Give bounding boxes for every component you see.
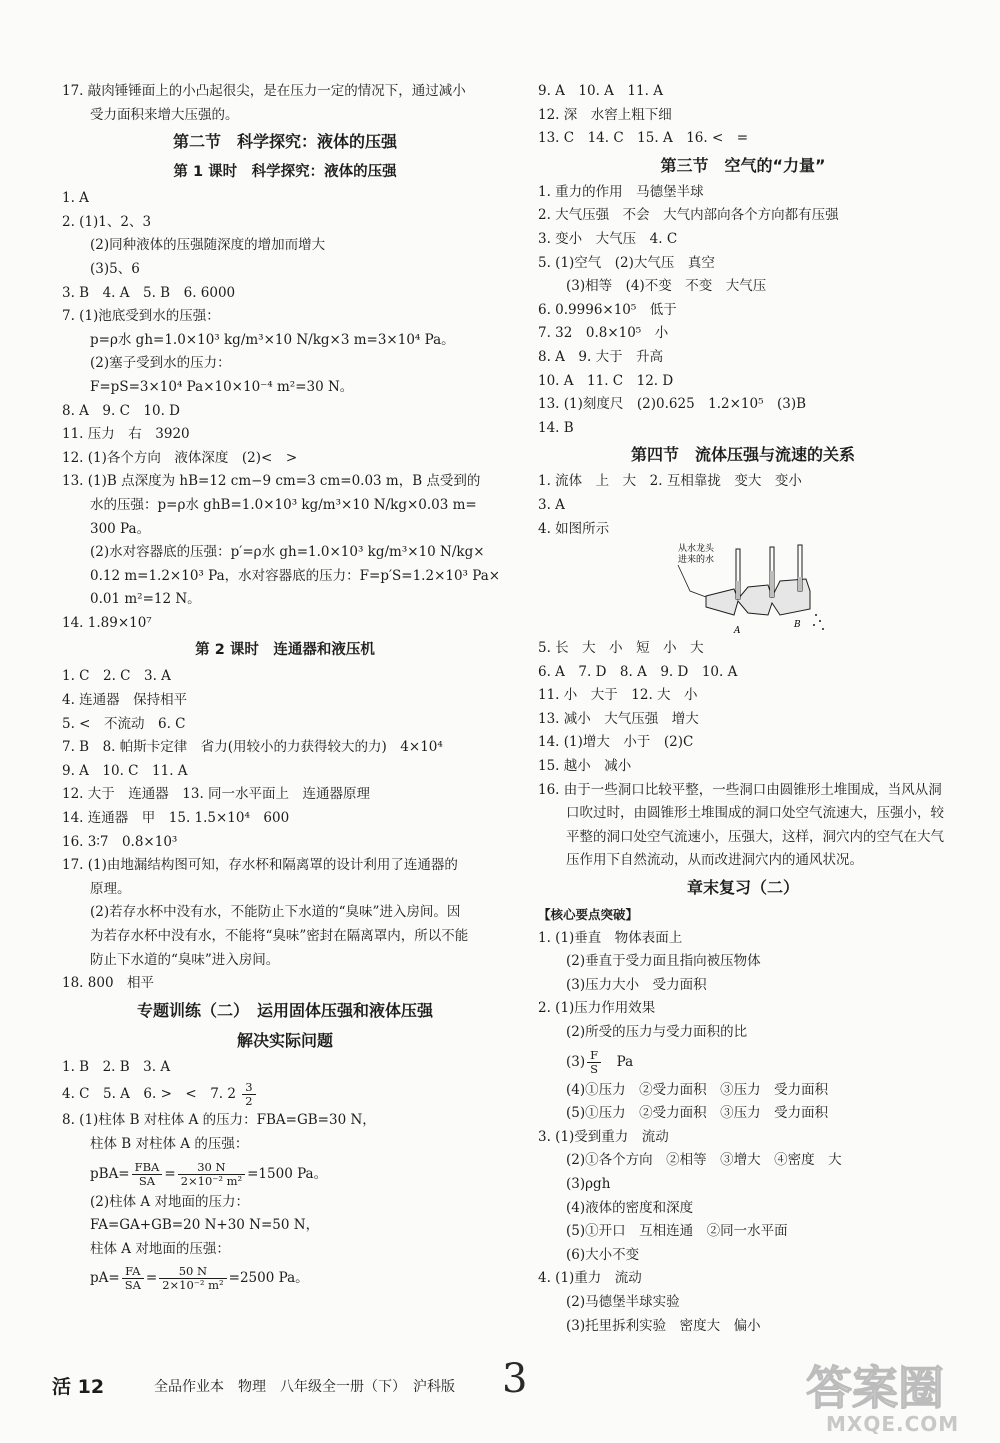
answer-line: 14. 1.89×10⁷ — [62, 614, 152, 631]
formula-text: pA= — [90, 1270, 120, 1287]
answer-line: (3)托里拆利实验 密度大 偏小 — [566, 1317, 761, 1334]
answer-line: 0.12 m=1.2×10³ Pa，水对容器底的压力：F=p′S=1.2×10³ Pa× — [90, 567, 501, 584]
answer-line: 9. A 10. A 11. A — [538, 83, 663, 99]
answer-line: 1. 重力的作用 马德堡半球 — [538, 183, 704, 200]
answer-line: 10. A 11. C 12. D — [538, 372, 674, 389]
fraction — [242, 1081, 255, 1108]
answer-line: (2)①各个方向 ②相等 ③增大 ④密度 大 — [566, 1152, 842, 1169]
formula-text: =1500 Pa。 — [247, 1165, 328, 1182]
answer-line: 13. 减小 大气压强 增大 — [538, 710, 699, 727]
figure-label: 进来的水 — [678, 555, 715, 566]
watermark-text: 答案圈 — [806, 1361, 944, 1415]
answer-line: (2)水对容器底的压强：p′=ρ水 gh=1.0×10³ kg/m³×10 N/kg× — [90, 544, 485, 561]
fraction-denominator: SA — [138, 1173, 156, 1188]
fraction-numerator: F — [587, 1049, 601, 1063]
fraction — [159, 1265, 226, 1292]
answer-line: 0.01 m²=12 N。 — [90, 591, 201, 608]
answer-line: 柱体 B 对柱体 A 的压强： — [90, 1135, 249, 1152]
answer-line: 14. (1)增大 小于 (2)C — [538, 734, 694, 751]
formula-text: pBA= — [90, 1165, 130, 1182]
answer-line: 1. B 2. B 3. A — [62, 1058, 171, 1075]
answer-line: 4. (1)重力 流动 — [538, 1270, 642, 1287]
section-heading: 第三节 空气的“力量” — [660, 155, 826, 175]
answer-line: 5. 长 大 小 短 小 大 — [538, 640, 704, 657]
answer-line: 7. (1)池底受到水的压强： — [62, 308, 220, 325]
answer-line: p=ρ水 gh=1.0×10³ kg/m³×10 N/kg×3 m=3×10⁴ Pa。 — [90, 331, 455, 348]
page-number: 活 12 — [52, 1376, 105, 1398]
answer-line: 5. (1)空气 (2)大气压 真空 — [538, 254, 715, 271]
answer-line: 3. A — [538, 496, 565, 513]
point-label-a: A — [734, 626, 741, 636]
water-drop — [813, 624, 815, 626]
answer-line: (4)液体的密度和深度 — [566, 1199, 694, 1216]
fraction-denominator: 2×10⁻² m² — [180, 1173, 243, 1188]
fraction — [587, 1049, 601, 1076]
answer-line: (5)①开口 互相连通 ②同一水平面 — [566, 1223, 788, 1240]
answer-line: 1. 流体 上 大 2. 互相靠拢 变大 变小 — [538, 473, 802, 490]
fraction-denominator: SA — [124, 1278, 141, 1293]
answer-line: 2. (1)1、2、3 — [62, 213, 152, 230]
answer-line: 7. B 8. 帕斯卡定律 省力(用较小的力获得较大的力) 4×10⁴ — [62, 739, 443, 756]
fraction-denominator: 2×10⁻² m² — [162, 1278, 224, 1293]
answer-line: (2)同种液体的压强随深度的增加而增大 — [90, 237, 326, 254]
fraction-numerator: 50 N — [159, 1265, 226, 1279]
answer-line: 12. (1)各个方向 液体深度 (2)< > — [62, 449, 298, 466]
fraction — [132, 1161, 163, 1188]
water-level-right — [798, 577, 802, 591]
lesson-heading: 第 1 课时 科学探究：液体的压强 — [173, 164, 397, 181]
answer-line: 1. C 2. C 3. A — [62, 668, 171, 685]
subsection-label: 【核心要点突破】 — [538, 907, 639, 923]
answer-line: (2)柱体 A 对地面的压力： — [90, 1193, 249, 1210]
formula-text: = — [164, 1165, 176, 1182]
answer-line: 水的压强：p=ρ水 ghB=1.0×10³ kg/m³×10 N/kg×0.03 m= — [90, 496, 477, 513]
section-heading: 第四节 流体压强与流速的关系 — [630, 445, 855, 465]
fraction — [178, 1161, 245, 1188]
section-heading: 章末复习（二） — [686, 878, 799, 898]
fraction-numerator: FBA — [132, 1161, 163, 1175]
answer-line: (5)①压力 ②受力面积 ③压力 受力面积 — [566, 1105, 829, 1122]
answer-line: 3. B 4. A 5. B 6. 6000 — [62, 284, 236, 301]
label-leader-line — [678, 565, 706, 597]
fraction-denominator: 2 — [245, 1094, 253, 1109]
answer-line: 11. 小 大于 12. 大 小 — [538, 687, 698, 704]
answer-line: (2)马德堡半球实验 — [566, 1293, 680, 1310]
right-answer-column — [538, 80, 948, 1338]
water-level-middle — [770, 571, 774, 597]
answer-line: 平整的洞口处空气流速小，压强大，这样，洞穴内的空气在大气 — [566, 828, 944, 845]
answer-line: 14. 连通器 甲 15. 1.5×10⁴ 600 — [62, 810, 290, 827]
answer-line: 柱体 A 对地面的压强： — [90, 1240, 230, 1257]
formula-line — [538, 1045, 948, 1079]
flow-pipe-figure — [538, 541, 948, 637]
answer-line: (3)5、6 — [90, 260, 140, 277]
answer-line: 3. 变小 大气压 4. C — [538, 230, 678, 247]
answer-line: 18. 800 相平 — [62, 975, 155, 992]
answer-line: 13. C 14. C 15. A 16. < = — [538, 130, 749, 147]
answer-line: 8. A 9. 大于 升高 — [538, 348, 664, 365]
answer-line: 1. A — [62, 190, 89, 207]
handwritten-page-number: 3 — [502, 1356, 528, 1402]
fraction-numerator: FA — [122, 1265, 144, 1279]
section-heading: 解决实际问题 — [236, 1030, 333, 1050]
section-heading: 专题训练（二） 运用固体压强和液体压强 — [136, 1000, 433, 1020]
flow-pipe-diagram — [638, 541, 838, 635]
answer-line: (2)塞子受到水的压力： — [90, 355, 231, 372]
left-answer-column — [62, 80, 508, 1295]
fraction — [122, 1265, 144, 1292]
answer-line: 口吹过时，由圆锥形土堆围成的洞口处空气流速大，压强小，较 — [566, 805, 944, 822]
answer-line: 14. B — [538, 419, 574, 436]
answer-line: 15. 越小 减小 — [538, 758, 632, 775]
page-footer — [52, 1356, 572, 1408]
water-drop — [819, 620, 821, 622]
answer-line: 为若存水杯中没有水，不能将“臭味”密封在隔离罩内，所以不能 — [90, 928, 469, 944]
answer-line: 受力面积来增大压强的。 — [90, 106, 239, 123]
formula-line — [62, 1157, 508, 1191]
answer-line: (3)压力大小 受力面积 — [566, 976, 707, 993]
book-title: 全品作业本 物理 八年级全一册（下） 沪科版 — [154, 1379, 455, 1395]
answer-line: 5. < 不流动 6. C — [62, 715, 186, 732]
answer-line: 2. 大气压强 不会 大气内部向各个方向都有压强 — [538, 207, 839, 224]
answer-line: 防止下水道的“臭味”进入房间。 — [90, 951, 280, 968]
answer-line: 12. 深 水窖上粗下细 — [538, 106, 672, 123]
answer-line: 17. 敲肉锤锤面上的小凸起很尖，是在压力一定的情况下，通过减小 — [62, 83, 466, 99]
answer-line: 13. (1)刻度尺 (2)0.625 1.2×10⁵ (3)B — [538, 396, 807, 413]
formula-line — [62, 1261, 508, 1295]
answer-line: (3)相等 (4)不变 不变 大气压 — [566, 278, 767, 295]
answer-line: 11. 压力 右 3920 — [62, 426, 190, 443]
formula-text: =2500 Pa。 — [228, 1270, 309, 1287]
answer-line: 8. A 9. C 10. D — [62, 402, 181, 419]
watermark-url: MXQE.COM — [826, 1412, 960, 1436]
answer-line: 2. (1)压力作用效果 — [538, 1000, 656, 1017]
answer-line: 原理。 — [90, 880, 131, 897]
answer-line: (3)ρgh — [566, 1175, 611, 1192]
formula-text: (3) — [566, 1053, 586, 1070]
answer-line-with-fraction — [62, 1079, 508, 1109]
answer-line: (2)垂直于受力面且指向被压物体 — [566, 953, 761, 970]
answer-line: 16. 由于一些洞口比较平整，一些洞口由圆锥形土堆围成，当风从洞 — [538, 781, 942, 798]
fraction-denominator: S — [590, 1061, 599, 1076]
water-level-left — [736, 581, 740, 599]
formula-text: = — [145, 1270, 158, 1287]
answer-line: 16. 3∶7 0.8×10³ — [62, 833, 178, 850]
answer-line: 4. 连通器 保持相平 — [62, 692, 188, 709]
answer-line: F=pS=3×10⁴ Pa×10×10⁻⁴ m²=30 N。 — [90, 378, 354, 395]
water-drop — [815, 614, 817, 616]
answer-line: 3. (1)受到重力 流动 — [538, 1128, 669, 1145]
answer-line: 300 Pa。 — [90, 520, 151, 537]
answer-line: FA=GA+GB=20 N+30 N=50 N， — [90, 1217, 320, 1234]
fraction-numerator: 3 — [242, 1081, 255, 1095]
answer-line: 12. 大于 连通器 13. 同一水平面上 连通器原理 — [62, 786, 371, 803]
formula-text: Pa — [603, 1053, 634, 1070]
answer-line: 7. 32 0.8×10⁵ 小 — [538, 325, 669, 342]
answer-line: 9. A 10. C 11. A — [62, 762, 188, 779]
answer-line: (2)所受的压力与受力面积的比 — [566, 1024, 748, 1040]
answer-line: 6. 0.9996×10⁵ 低于 — [538, 301, 677, 318]
lesson-heading: 第 2 课时 连通器和液压机 — [195, 642, 375, 659]
answer-text: 4. C 5. A 6. > < 7. 2 — [62, 1086, 236, 1103]
answer-line: (2)若存水杯中没有水，不能防止下水道的“臭味”进入房间。因 — [90, 904, 461, 921]
fraction-numerator: 30 N — [178, 1161, 245, 1175]
water-drop — [822, 628, 824, 630]
figure-label: 从水龙头 — [678, 544, 715, 555]
point-label-b: B — [794, 620, 801, 631]
pipe-outline — [706, 579, 810, 615]
answer-line: 4. 如图所示 — [538, 520, 610, 537]
section-heading: 第二节 科学探究：液体的压强 — [172, 132, 397, 152]
answer-line: (4)①压力 ②受力面积 ③压力 受力面积 — [566, 1081, 829, 1098]
answer-line: 压作用下自然流动，从而改进洞穴内的通风状况。 — [566, 852, 863, 869]
answer-line: 8. (1)柱体 B 对柱体 A 的压力：FBA=GB=30 N， — [62, 1112, 376, 1129]
answer-line: 13. (1)B 点深度为 hB=12 cm−9 cm=3 cm=0.03 m，B 点受到的 — [62, 473, 481, 490]
watermark-logo — [806, 1356, 976, 1416]
answer-line: (6)大小不变 — [566, 1246, 640, 1263]
answer-line: 17. (1)由地漏结构图可知，存水杯和隔离罩的设计利用了连通器的 — [62, 857, 458, 874]
answer-line: 6. A 7. D 8. A 9. D 10. A — [538, 663, 738, 680]
answer-line: 1. (1)垂直 物体表面上 — [538, 929, 683, 946]
